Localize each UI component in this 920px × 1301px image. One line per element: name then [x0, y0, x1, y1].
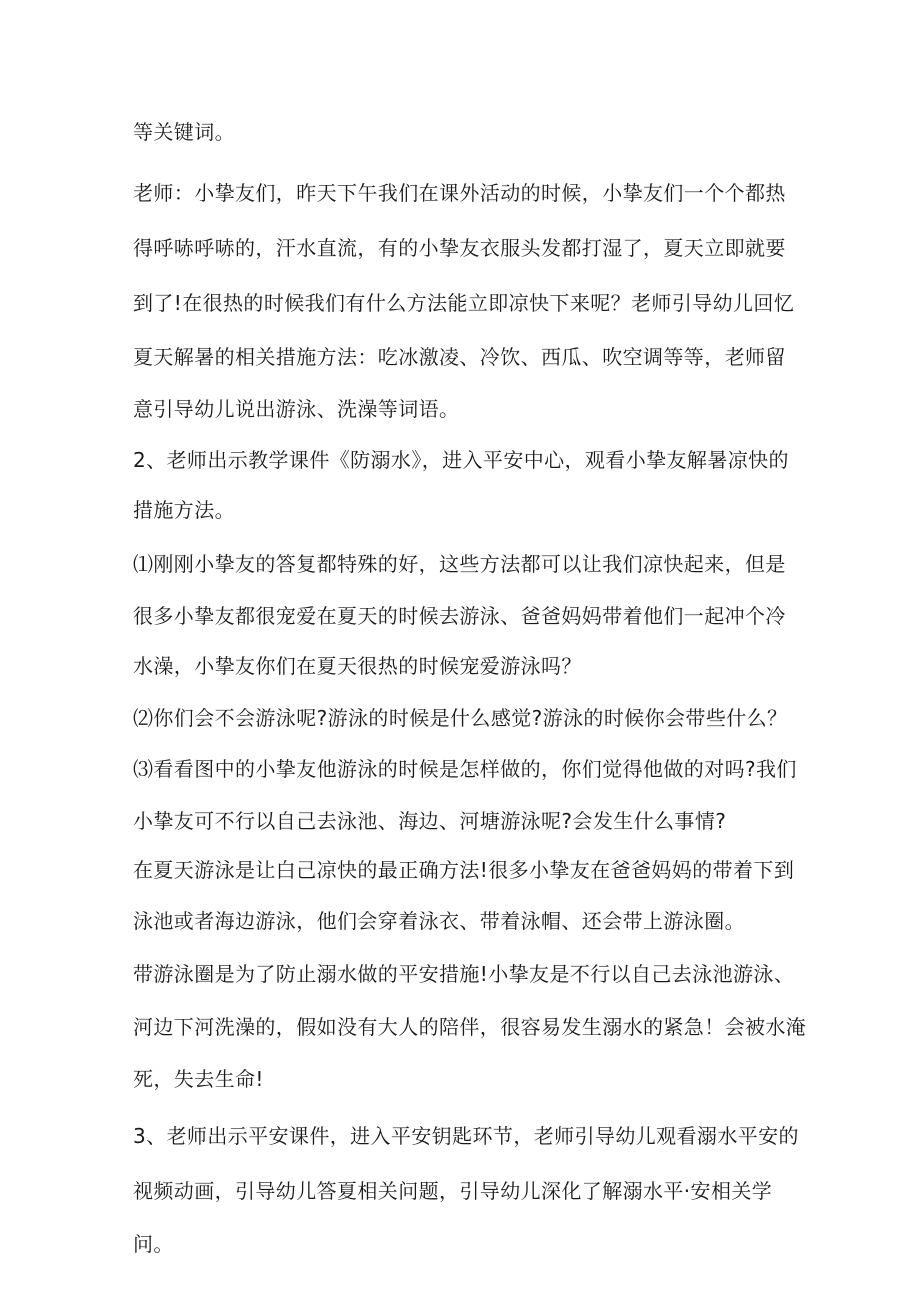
text-line: 在夏天游泳是让白己凉快的最正确方法!很多小挚友在爸爸妈妈的带着下到	[133, 858, 795, 882]
text-line: ⑴刚刚小挚友的答复都特殊的好，这些方法都可以让我们凉快起来，但是	[133, 552, 786, 576]
text-line: 措施方法。	[133, 498, 235, 522]
text-line: 小挚友可不行以自己去泳池、海边、河塘游泳呢?会发生什么事情?	[133, 809, 727, 833]
text-line: 死，失去生命!	[133, 1067, 264, 1091]
text-line: 夏天解暑的相关措施方法：吃冰激凌、冷饮、西瓜、吹空调等等，老师留	[133, 345, 786, 369]
text-line: 2、老师出示教学课件《防溺水》，进入平安中心，观看小挚友解暑凉快的	[133, 448, 789, 472]
text-line: 到了!在很热的时候我们有什么方法能立即凉快下来呢？老师引导幼儿回忆	[133, 291, 795, 315]
text-line: ⑵你们会不会游泳呢?游泳的时候是什么感觉?游泳的时候你会带些什么？	[133, 706, 788, 730]
text-line: ⑶看看图中的小挚友他游泳的时候是怎样做的，你们觉得他做的对吗?我们	[133, 757, 797, 781]
text-line: 河边下河洗澡的，假如没有大人的陪伴，很容易发生溺水的紧急！会被水淹	[133, 1015, 807, 1039]
text-line: 带游泳圈是为了防止溺水做的平安措施!小挚友是不行以自己去泳池游泳、	[133, 962, 795, 986]
text-line: 等关键词。	[133, 120, 235, 144]
text-line: 意引导幼儿说出游泳、洗澡等词语。	[133, 397, 460, 421]
text-line: 3、老师出示平安课件，进入平安钥匙环节，老师引导幼儿观看溺水平安的	[133, 1124, 799, 1148]
text-line: 问。	[133, 1232, 174, 1256]
text-line: 得呼哧呼哧的，汗水直流，有的小挚友衣服头发都打湿了，夏天立即就要	[133, 236, 786, 260]
text-line: 视频动画，引导幼儿答夏相关问题，引导幼儿深化了解溺水平·安相关学	[133, 1179, 773, 1203]
text-line: 老师：小挚友们，昨天下午我们在课外活动的时候，小挚友们一个个都热	[133, 181, 786, 205]
text-line: 水澡，小挚友你们在夏天很热的时候宠爱游泳吗？	[133, 654, 582, 678]
text-line: 泳池或者海边游泳，他们会穿着泳衣、带着泳帽、还会带上游泳圈。	[133, 909, 745, 933]
text-line: 很多小挚友都很宠爱在夏天的时候去游泳、爸爸妈妈带着他们一起冲个冷	[133, 604, 786, 628]
